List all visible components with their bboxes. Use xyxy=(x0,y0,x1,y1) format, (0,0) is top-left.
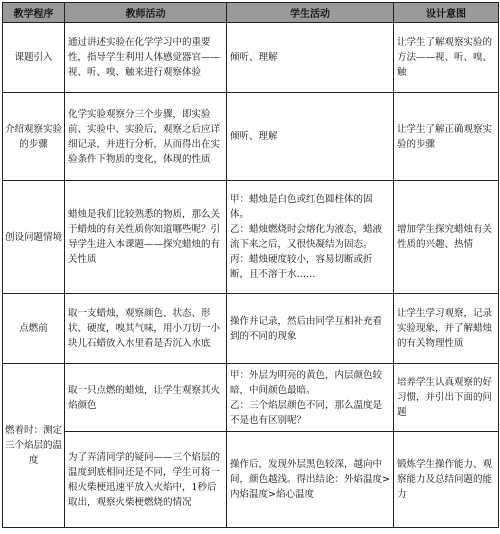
student-activity-line: 甲：蜡烛是白色或红色圆柱体的固体。 xyxy=(230,194,373,220)
table-row xyxy=(3,364,499,432)
student-activity-cell xyxy=(227,93,394,181)
design-intent-cell: 增加学生探究蜡烛有关性质的兴趣、热情 xyxy=(394,181,499,294)
student-activity-cell xyxy=(227,432,394,528)
teacher-activity-cell: 化学实验观察分三个步骤，即实验前、实验中、实验后，观察之后应详细记录，并进行分析，从而得出在实验条件下物质的变化，体现的性质 xyxy=(65,93,227,181)
teacher-activity-cell: 取一支蜡烛，观察颜色、状态、形状、硬度，嗅其气味，用小刀切一小块儿石蜡放入水里看是否沉入水底 xyxy=(65,294,227,364)
student-activity-line: 乙：三个焰层颜色不同，那么温度是不是也有区别呢？ xyxy=(230,399,383,426)
student-activity-line: 倾听、理解 xyxy=(230,52,278,63)
stage-cell: 介绍观察实验的步骤 xyxy=(3,93,65,181)
table-row xyxy=(3,23,499,93)
student-activity-cell xyxy=(227,181,394,294)
student-activity-cell xyxy=(227,364,394,432)
table-row xyxy=(3,432,499,528)
table-row xyxy=(3,93,499,181)
table-row xyxy=(3,181,499,294)
stage-cell: 创设问题情境 xyxy=(3,181,65,294)
stage-cell: 课题引入 xyxy=(3,23,65,93)
header-stage: 教学程序 xyxy=(3,3,65,23)
header-row xyxy=(3,3,499,23)
teacher-activity-cell: 取一只点燃的蜡烛，让学生观察其火焰颜色 xyxy=(65,364,227,432)
header-design-intent: 设计意图 xyxy=(394,3,499,23)
lesson-plan-table xyxy=(2,2,499,528)
student-activity-line: 倾听、理解 xyxy=(230,131,278,142)
design-intent-cell: 培养学生认真观察的好习惯，并引出下面的问题 xyxy=(394,364,499,432)
design-intent-cell: 让学生学习观察，记录实验现象，并了解蜡烛的有关物理性质 xyxy=(394,294,499,364)
table-row xyxy=(3,294,499,364)
teacher-activity-cell: 蜡烛是我们比较熟悉的物质，那么关于蜡烛的有关性质你知道哪些呢？引导学生进入本课题——探究蜡烛的有关性质 xyxy=(65,181,227,294)
student-activity-line: 丙：蜡烛硬度较小，容易切断或折断，且不溶于水…… xyxy=(230,254,373,280)
design-intent-cell: 让学生了解正确观察实验的步骤 xyxy=(394,93,499,181)
teacher-activity-cell: 为了弄清同学的疑问——三个焰层的温度到底相同还是不同，学生可将一根火柴梗迅速平放入火焰中，1秒后取出，观察火柴梗燃烧的情况 xyxy=(65,432,227,528)
student-activity-line: 乙：蜡烛燃烧时会熔化为液态，蜡液流下来之后，又很快凝结为固态。 xyxy=(230,224,383,250)
design-intent-cell: 锻炼学生操作能力、观察能力及总结问题的能力 xyxy=(394,432,499,528)
teacher-activity-cell: 通过讲述实验在化学学习中的重要性，指导学生利用人体感觉器官——视、听、嗅、触来进行观察体验 xyxy=(65,23,227,93)
student-activity-line: 操作后，发现外层黑色较深，越向中间，颜色越浅。得出结论：外焰温度>内焰温度>焰心温度 xyxy=(230,459,390,500)
student-activity-cell xyxy=(227,23,394,93)
student-activity-line: 操作并记录，然后由同学互相补充看到的不同的现象 xyxy=(230,315,383,342)
design-intent-cell: 让学生了解观察实验的方法——视、听、嗅、触 xyxy=(394,23,499,93)
header-teacher-activity: 教师活动 xyxy=(65,3,227,23)
student-activity-line: 甲：外层为明亮的黄色，内层颜色较暗，中间颜色最暗。 xyxy=(230,369,383,396)
stage-cell: 点燃前 xyxy=(3,294,65,364)
student-activity-cell xyxy=(227,294,394,364)
header-student-activity: 学生活动 xyxy=(227,3,394,23)
stage-cell: 燃着时：测定三个焰层的温度 xyxy=(3,364,65,528)
